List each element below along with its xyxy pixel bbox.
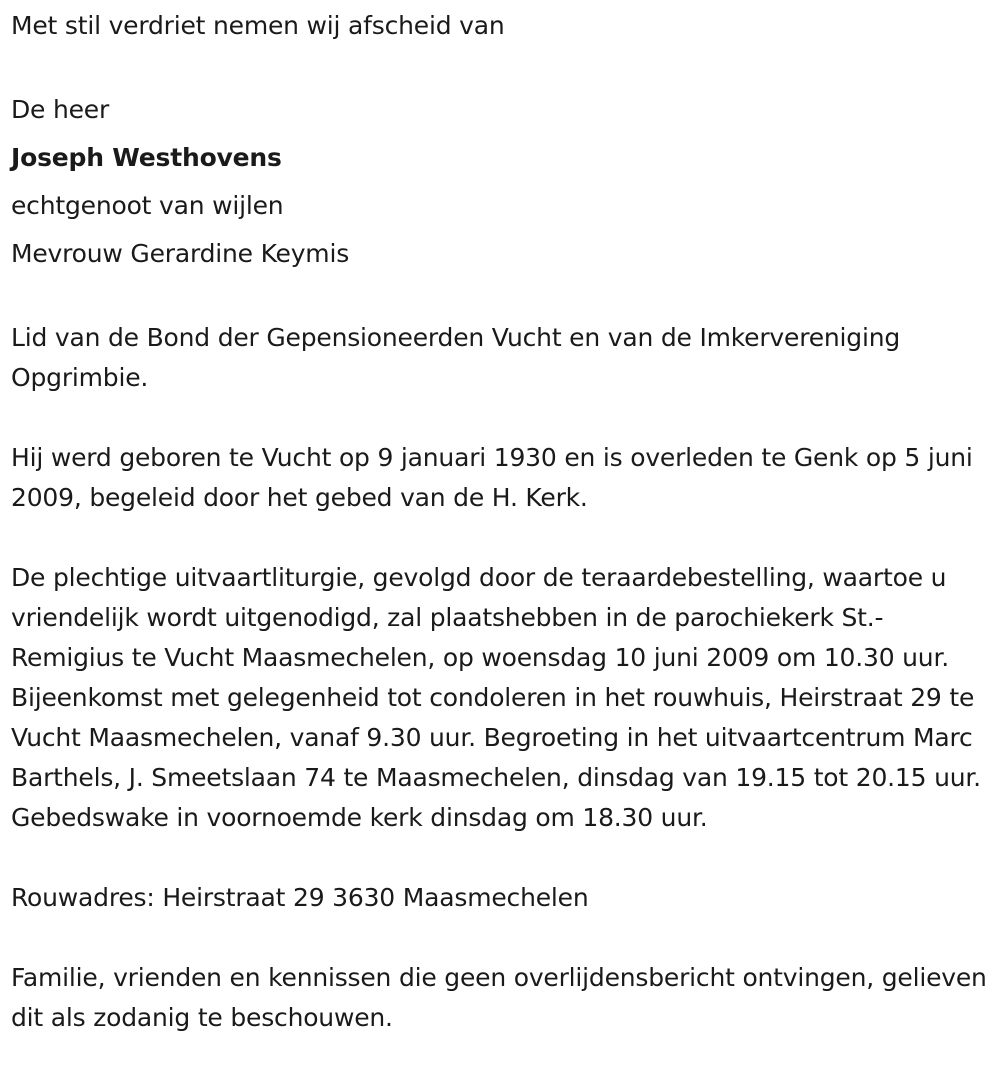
intro-text: Met stil verdriet nemen wij afscheid van — [11, 11, 505, 40]
spacer — [11, 278, 996, 318]
membership-paragraph: Lid van de Bond der Gepensioneerden Vucht en van de Imkervereniging Opgrimbie. — [11, 323, 901, 392]
spacer — [11, 398, 996, 438]
spacer — [11, 918, 996, 958]
deceased-name: Joseph Westhovens — [11, 143, 282, 172]
closing-paragraph: Familie, vrienden en kennissen die geen overlijdensbericht ontvingen, gelieven dit als zodanig te beschouwen. — [11, 963, 987, 1032]
spacer — [11, 46, 996, 86]
funeral-paragraph: De plechtige uitvaartliturgie, gevolgd door de teraardebestelling, waartoe u vriendelijk wordt uitgenodigd, zal plaatshebben in de parochiekerk St.-Remigius te Vucht Maasmechelen, op woensdag 10 juni 2009 om 10.30 uur. Bijeenkomst met gelegenheid tot condoleren in het rouwhuis, Heirstraat 29 te Vucht Maasmechelen, vanaf 9.30 uur. Begroeting in het uitvaartcentrum Marc Barthels, J. Smeetslaan 74 te Maasmechelen, dinsdag van 19.15 tot 20.15 uur. Gebedswake in voornoemde kerk dinsdag om 18.30 uur. — [11, 563, 981, 832]
spacer — [11, 518, 996, 558]
birth-death-paragraph: Hij werd geboren te Vucht op 9 januari 1930 en is overleden te Genk op 5 juni 2009, begeleid door het gebed van de H. Kerk. — [11, 443, 973, 512]
relation-text: echtgenoot van wijlen — [11, 191, 284, 220]
address-line: Rouwadres: Heirstraat 29 3630 Maasmechelen — [11, 883, 589, 912]
spacer — [11, 838, 996, 878]
honorific: De heer — [11, 95, 110, 124]
spouse-name: Mevrouw Gerardine Keymis — [11, 239, 350, 268]
death-notice — [11, 6, 996, 1038]
